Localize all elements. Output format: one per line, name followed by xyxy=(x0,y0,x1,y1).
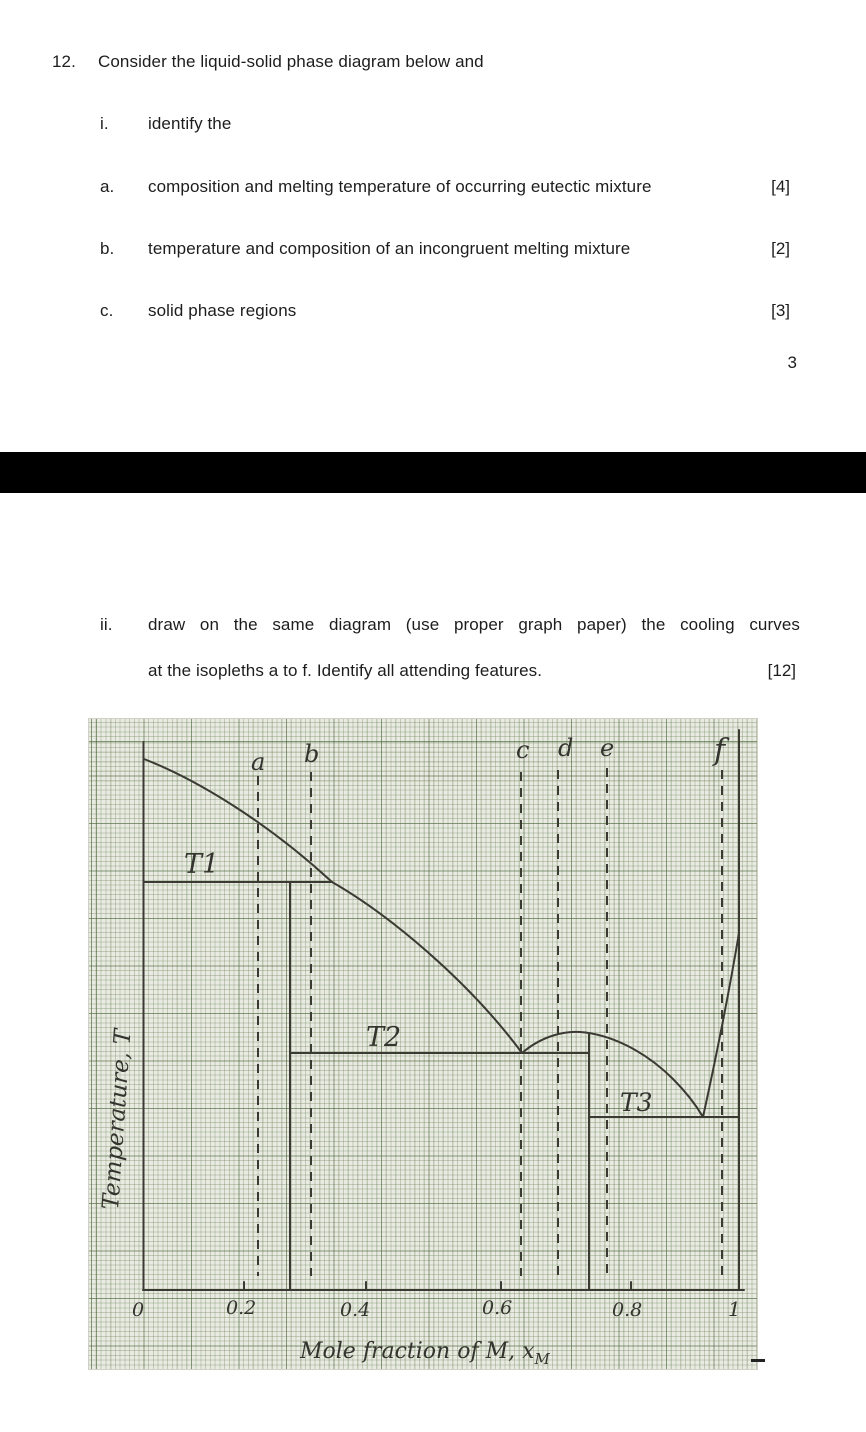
liquidus-right-branch xyxy=(703,933,739,1117)
t3-label: T3 xyxy=(620,1088,653,1117)
isopleth-a-label: a xyxy=(251,748,266,776)
liquidus-to-eutectic1 xyxy=(332,882,522,1053)
isopleth-d-label: d xyxy=(558,734,574,762)
phase-diagram-photo xyxy=(88,718,758,1370)
page-break-bar xyxy=(0,452,866,493)
item-b-text: temperature and composition of an incongruent melting mixture xyxy=(148,239,631,258)
page-number: 3 xyxy=(787,353,797,372)
question-number: 12. xyxy=(52,52,76,71)
part-ii-marks: [12] xyxy=(767,661,796,680)
item-c-marks: [3] xyxy=(771,301,790,320)
x-axis-label: Mole fraction of M, $x_M$ xyxy=(300,1339,550,1368)
item-c-label: c. xyxy=(100,301,114,320)
x-tick-0-8: 0.8 xyxy=(612,1299,643,1321)
liquidus-dome xyxy=(522,1032,703,1117)
part-ii-label: ii. xyxy=(100,615,113,634)
x-tick-0: 0 xyxy=(132,1299,145,1321)
phase-diagram-drawing xyxy=(88,718,758,1370)
item-a-marks: [4] xyxy=(771,177,790,196)
item-b-label: b. xyxy=(100,239,115,258)
y-axis-label: Temperature, T xyxy=(98,1028,137,1211)
isopleth-f-label: f xyxy=(714,733,726,768)
liquidus-left-branch xyxy=(144,759,332,882)
isopleth-b-label: b xyxy=(304,740,320,768)
x-tick-0-6: 0.6 xyxy=(482,1297,513,1319)
t1-label: T1 xyxy=(184,849,220,880)
x-axis-ticks xyxy=(244,1282,631,1290)
x-tick-1: 1 xyxy=(728,1297,741,1321)
part-ii-line2: at the isopleths a to f. Identify all attending features. xyxy=(148,661,543,680)
item-a-text: composition and melting temperature of occurring eutectic mixture xyxy=(148,177,652,196)
t2-label: T2 xyxy=(366,1022,402,1053)
part-ii-line1: draw on the same diagram (use proper graph paper) the cooling curves xyxy=(148,615,800,634)
isopleth-c-label: c xyxy=(516,736,530,764)
item-b-marks: [2] xyxy=(771,239,790,258)
part-i-label: i. xyxy=(100,114,109,133)
item-a-label: a. xyxy=(100,177,115,196)
x-tick-0-4: 0.4 xyxy=(340,1299,371,1321)
isopleth-e-label: e xyxy=(600,734,615,762)
x-tick-0-2: 0.2 xyxy=(226,1297,257,1319)
question-intro: Consider the liquid-solid phase diagram below and xyxy=(98,52,484,71)
photo-corner-dash xyxy=(751,1359,765,1362)
part-i-text: identify the xyxy=(148,114,232,133)
item-c-text: solid phase regions xyxy=(148,301,297,320)
